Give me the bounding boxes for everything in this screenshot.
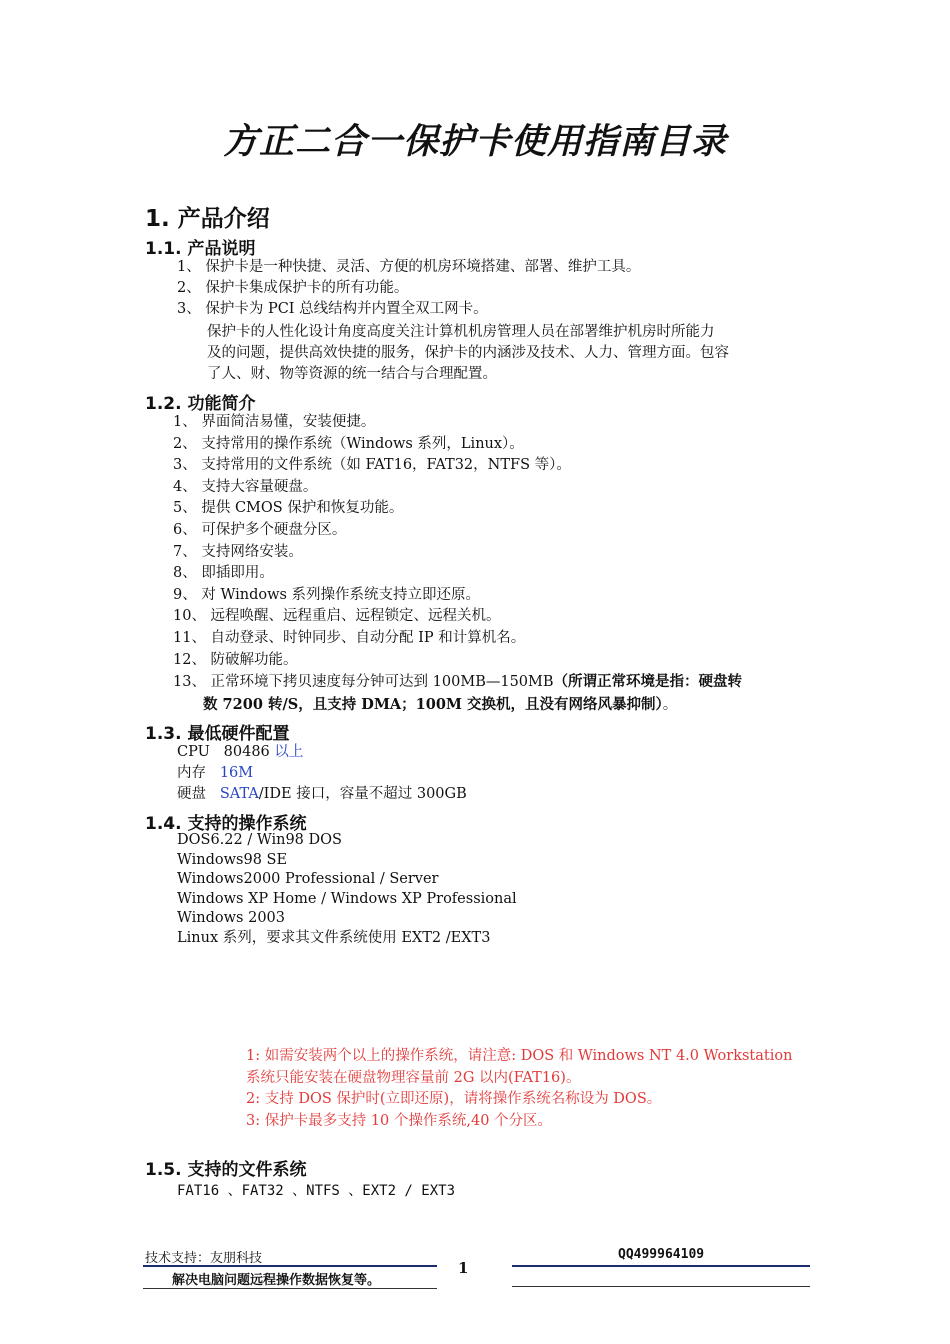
list-item: Linux 系列，要求其文件系统使用 EXT2 /EXT3 — [177, 929, 491, 946]
list-item — [173, 671, 742, 694]
list-item: 2、 支持常用的操作系统（Windows 系列，Linux）。 — [173, 435, 524, 452]
hardware-label: CPU — [177, 744, 210, 760]
list-item: 4、 支持大容量硬盘。 — [173, 478, 318, 495]
hardware-value: 80486 — [223, 744, 270, 760]
list-item: 7、 支持网络安装。 — [173, 543, 303, 560]
hardware-value-highlight: 16M — [219, 765, 254, 781]
feature13-bold-b: 数 7200 转/S，且支持 DMA；100M 交换机，且没有网络风暴抑制） — [203, 695, 663, 713]
list-item: 8、 即插即用。 — [173, 565, 274, 582]
hardware-list — [177, 742, 467, 805]
note-line: 系统只能安装在硬盘物理容量前 2G 以内(FAT16)。 — [246, 1069, 581, 1086]
os-list — [177, 831, 517, 949]
list-item: 11、 自动登录、时钟同步、自动分配 IP 和计算机名。 — [173, 629, 526, 646]
footer-qq: QQ499964109 — [618, 1247, 705, 1262]
page-number: 1 — [458, 1259, 469, 1277]
hardware-value: /IDE 接口，容量不超过 300GB — [258, 786, 467, 802]
list-item: 3、 保护卡为 PCI 总线结构并内置全双工网卡。 — [177, 301, 488, 317]
footer-rule-right-bottom — [512, 1286, 810, 1287]
paragraph-line: 了人、财、物等资源的统一结合与合理配置。 — [207, 366, 497, 382]
list-item: 1、 保护卡是一种快捷、灵活、方便的机房环境搭建、部署、维护工具。 — [177, 259, 641, 275]
footer-support: 技术支持：友朋科技 — [145, 1251, 263, 1266]
hardware-value-highlight: 以上 — [274, 744, 304, 760]
paragraph-line: 保护卡的人性化设计角度高度关注计算机机房管理人员在部署维护机房时所能力 — [207, 324, 715, 340]
feature-list — [173, 412, 742, 716]
section-heading-1: 1. 产品介绍 — [145, 206, 270, 232]
hardware-label: 内存 — [177, 765, 206, 781]
feature13-prefix: 13、 正常环境下拷贝速度每分钟可达到 100MB—150MB — [173, 674, 554, 691]
list-item: 5、 提供 CMOS 保护和恢复功能。 — [173, 500, 404, 517]
note-line: 3: 保护卡最多支持 10 个操作系统,40 个分区。 — [246, 1112, 553, 1129]
list-item: DOS6.22 / Win98 DOS — [177, 832, 342, 848]
hardware-row-cpu — [177, 742, 467, 763]
list-item: Windows2000 Professional / Server — [177, 871, 439, 888]
paragraph-line: 及的问题，提供高效快捷的服务，保护卡的内涵涉及技术、人力、管理方面。包容 — [207, 345, 729, 361]
list-item: 12、 防破解功能。 — [173, 651, 298, 668]
list-item: 2、 保护卡集成保护卡的所有功能。 — [177, 280, 409, 296]
footer-rule-left-bottom — [143, 1288, 437, 1289]
section-heading-1-1: 1.1. 产品说明 — [145, 239, 256, 259]
section-heading-1-2: 1.2. 功能简介 — [145, 394, 256, 414]
list-item: Windows98 SE — [177, 851, 288, 868]
list-item: 10、 远程唤醒、远程重启、远程锁定、远程关机。 — [173, 608, 501, 625]
feature13-suffix: 。 — [662, 696, 678, 713]
page-title: 方正二合一保护卡使用指南目录 — [222, 122, 727, 162]
list-item: 3、 支持常用的文件系统（如 FAT16，FAT32，NTFS 等）。 — [173, 457, 571, 474]
filesystem-list: FAT16 、FAT32 、NTFS 、EXT2 / EXT3 — [177, 1183, 456, 1199]
product-paragraph — [207, 322, 729, 385]
product-desc-list — [177, 257, 640, 320]
footer-rule-right — [512, 1265, 810, 1267]
list-item: Windows 2003 — [177, 910, 285, 927]
notes-block — [246, 1046, 792, 1132]
list-item: 1、 界面简洁易懂，安装便捷。 — [173, 414, 376, 430]
note-line: 2: 支持 DOS 保护时(立即还原)，请将操作系统名称设为 DOS。 — [246, 1091, 662, 1107]
list-item-continuation — [173, 694, 742, 717]
list-item: 9、 对 Windows 系列操作系统支持立即还原。 — [173, 586, 481, 603]
footer-rule-left — [143, 1265, 437, 1267]
hardware-row-memory — [177, 763, 467, 784]
section-heading-1-3: 1.3. 最低硬件配置 — [145, 724, 290, 744]
hardware-label: 硬盘 — [177, 786, 206, 802]
section-heading-1-5: 1.5. 支持的文件系统 — [145, 1160, 307, 1180]
list-item: Windows XP Home / Windows XP Professional — [177, 890, 517, 907]
feature13-bold-a: （所谓正常环境是指：硬盘转 — [553, 673, 743, 691]
section-heading-1-4: 1.4. 支持的操作系统 — [145, 814, 307, 834]
note-line: 1: 如需安装两个以上的操作系统，请注意: DOS 和 Windows NT 4.0 Workstation — [246, 1048, 793, 1064]
hardware-value-highlight: SATA — [219, 786, 259, 802]
footer-slogan: 解决电脑问题远程操作数据恢复等。 — [172, 1273, 381, 1288]
list-item: 6、 可保护多个硬盘分区。 — [173, 521, 347, 538]
hardware-row-disk — [177, 784, 467, 805]
